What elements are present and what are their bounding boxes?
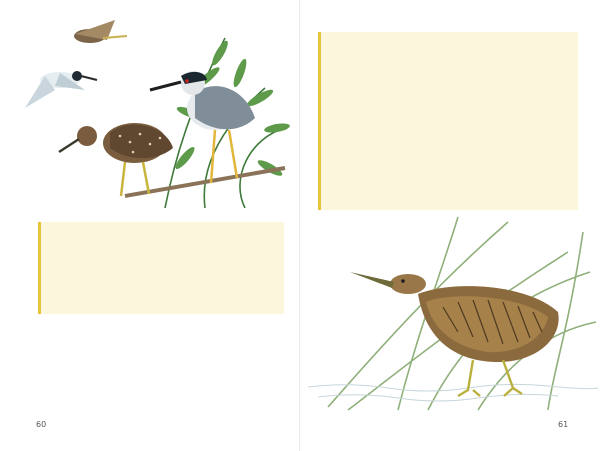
page-number-right: 61 — [558, 420, 569, 429]
night-heron-illustration — [15, 18, 295, 208]
right-page — [300, 0, 600, 451]
left-highlight-box — [38, 222, 284, 314]
bittern-illustration — [308, 212, 598, 412]
page-number-left: 60 — [36, 420, 47, 429]
left-body-paragraph — [38, 341, 284, 413]
right-highlight-box — [318, 32, 578, 210]
